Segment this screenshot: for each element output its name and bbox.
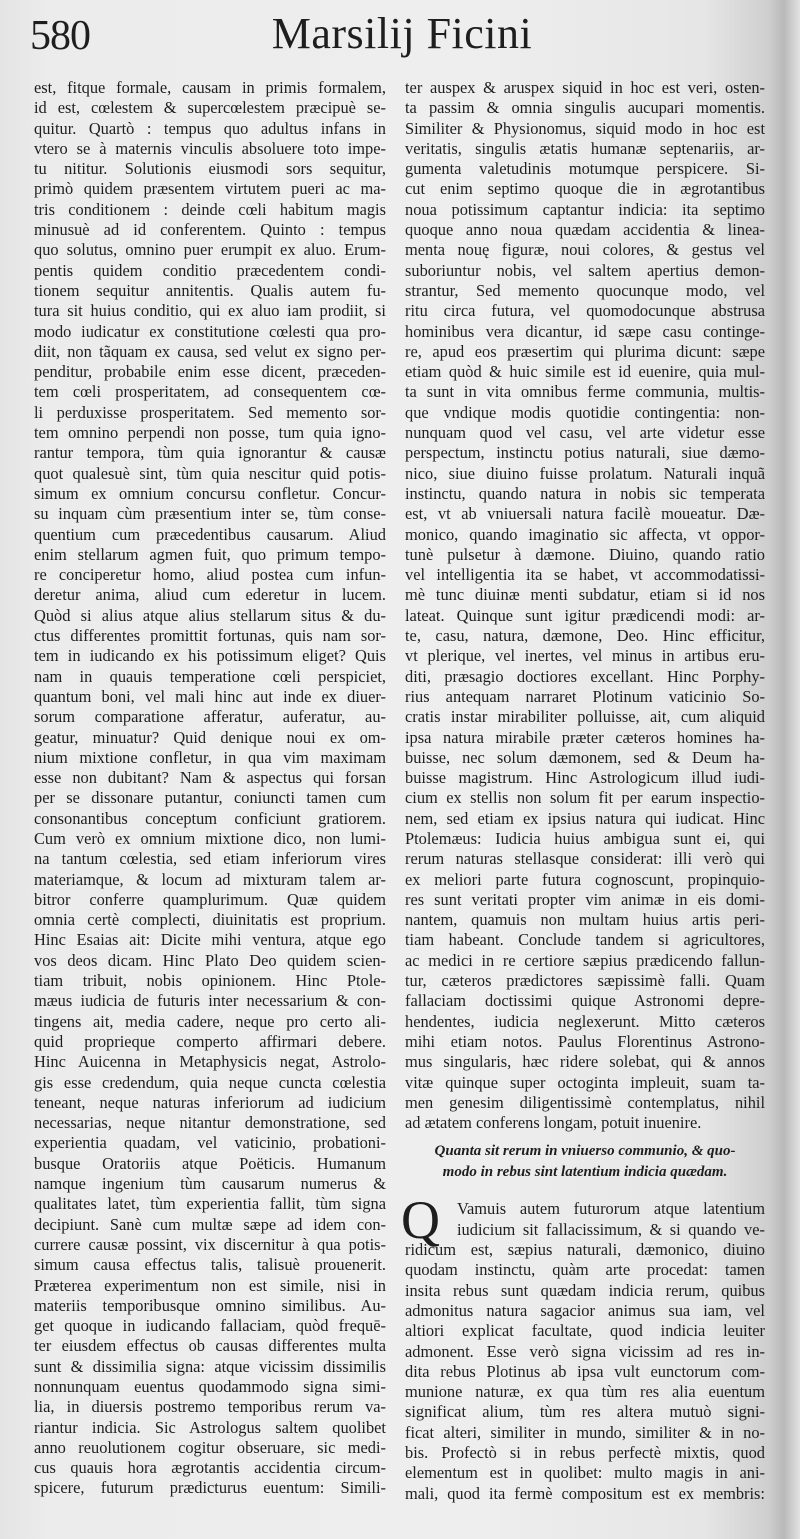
- right-column-text: [405, 78, 765, 1133]
- text-line: quo solutus, omnino puer erumpit ex aluo. Erum-: [34, 240, 386, 260]
- text-line: elementum est in quolibet: multo magis in ani-: [405, 1463, 765, 1483]
- text-line: quantum boni, vel mali hinc aut inde ex diuer-: [34, 686, 386, 706]
- text-line: anno reuolutionem cogitur obseruare, sic medi-: [34, 1437, 386, 1457]
- text-line: iudicium sit fallacissimum, & si quando ve-: [457, 1219, 765, 1239]
- text-line: currere causæ possint, vix discernitur à qua potis-: [34, 1234, 386, 1254]
- text-line: riantur indicia. Sic Astrologus saltem quolibet: [34, 1417, 386, 1437]
- text-line: quoque anno noua quædam accidentia & linea-: [405, 220, 765, 240]
- text-line: mus singularis, hæc ridere solebat, qui & annos: [405, 1052, 765, 1072]
- text-line: gumenta valetudinis motumque perspicere. Si-: [405, 159, 765, 179]
- text-line: suboriuntur nobis, vel saltem apertius demon-: [405, 260, 765, 280]
- text-line: significat alium, tùm res altera mutuò signi-: [405, 1402, 765, 1422]
- text-line: teneant, neque naturas inferiorum ad iudicium: [34, 1092, 386, 1112]
- text-line: nantem, quamuis non multam huius artis peri-: [405, 910, 765, 930]
- text-line: diit, non tãquam ex causa, sed velut ex signo per-: [34, 341, 386, 361]
- text-line: cut enim septimo quoque die in ægrotantibus: [405, 179, 765, 199]
- right-column: [401, 78, 765, 1504]
- text-line: mihi etiam notos. Paulus Florentinus Astrono-: [405, 1031, 765, 1051]
- text-line: ta sunt in vita omnibus ferme communia, multis-: [405, 382, 765, 402]
- text-line: est, vt ab vniuersali natura facilè moueatur. Dæ-: [405, 504, 765, 524]
- text-line: nium mixtione confletur, in qua vim maximam: [34, 747, 386, 767]
- text-line: simum ex omnium concursu confletur. Concur-: [34, 483, 386, 503]
- text-line: mè tunc diuinæ menti subdatur, etiam si id nos: [405, 585, 765, 605]
- text-line: buisse, nec solum dæmonem, sed & Deum ha-: [405, 747, 765, 767]
- text-line: Hinc Esaias ait: Dicite mihi ventura, atque ego: [34, 930, 386, 950]
- text-line: deretur anima, aliud cum ederetur in lucem.: [34, 585, 386, 605]
- text-line: etiam quòd & huic simile est id euenire, quia mul-: [405, 362, 765, 382]
- text-line: necessarias, neque nitantur demonstratione, sed: [34, 1113, 386, 1133]
- text-line: id est, cœlestem & supercœlestem præcipuè se-: [34, 98, 386, 118]
- text-line: tu nititur. Solutionis eiusmodi sors sequitur,: [34, 159, 386, 179]
- text-line: admonitus natura sagacior animus sua iam, vel: [405, 1300, 765, 1320]
- text-line: gis esse credendum, quia neque cuncta cœlestia: [34, 1072, 386, 1092]
- text-line: busque Oratoriis atque Poëticis. Humanum: [34, 1153, 386, 1173]
- text-line: simum causa effectus talis, talisuè prouenerit.: [34, 1255, 386, 1275]
- text-line: ritu circa futura, vel quomodocunque abstrusa: [405, 301, 765, 321]
- text-line: que vndique modis quotidie contingentia: non-: [405, 402, 765, 422]
- section-heading-line: modo in rebus sint latentium indicia quædam.: [442, 1164, 728, 1181]
- text-line: ctus differentes promittit fortunas, quis nam sor-: [34, 626, 386, 646]
- text-line: penditur, probabile enim esse dicent, præceden-: [34, 362, 386, 382]
- text-line: tiam habeant. Conclude tandem si agricultores,: [405, 930, 765, 950]
- text-line: mali, quod ita fermè compositum est ex membris:: [405, 1483, 765, 1503]
- text-line: tionem sequitur annitentis. Qualis autem fu-: [34, 280, 386, 300]
- text-line: materiis temporibusque omnino similibus. Au-: [34, 1295, 386, 1315]
- text-line: munione naturæ, ex qua tùm res alia euentum: [405, 1382, 765, 1402]
- text-line: na tantum cœlestia, sed etiam inferiorum vires: [34, 849, 386, 869]
- text-line: tiam tribuit, nobis opinionem. Hinc Ptole-: [34, 971, 386, 991]
- text-line: te, casu, natura, dæmone, Deo. Hinc efficitur,: [405, 626, 765, 646]
- text-line: strantur, Sed memento quocunque modo, vel: [405, 280, 765, 300]
- text-line: tem in iudicando ex his potissimum eliget? Quis: [34, 646, 386, 666]
- text-line: nam in quauis temperatione cœli perspiciet,: [34, 666, 386, 686]
- text-line: diti, præsagio doctiores excellant. Hinc Porphy-: [405, 666, 765, 686]
- text-line: vt plerique, vel inertes, vel minus in artibus eru-: [405, 646, 765, 666]
- running-title-text: Marsilij Ficini: [271, 9, 533, 58]
- text-line: tris conditionem : deinde cœli habitum magis: [34, 199, 386, 219]
- drop-cap: Q: [401, 1190, 440, 1251]
- text-line: lia, in diuersis postremo temporibus rerum va-: [34, 1397, 386, 1417]
- text-line: altiori explicat facultate, quod indicia leuiter: [405, 1321, 765, 1341]
- text-line: cium ex stellis non solum fit per earum inspectio-: [405, 788, 765, 808]
- text-line: ex meliori parte futura cognoscunt, propinquio-: [405, 869, 765, 889]
- text-line: hendentes, iudicia neglexerunt. Mitto cæteros: [405, 1011, 765, 1031]
- text-line: quid proprieque comperto affirmari debere.: [34, 1031, 386, 1051]
- text-line: vos deos dicam. Hinc Plato Deo quidem scien-: [34, 950, 386, 970]
- text-line: men genesim diligentissimè contemplatus, nihil: [405, 1092, 765, 1112]
- text-line: tunè pulsetur à dæmone. Diuino, quando ratio: [405, 544, 765, 564]
- text-line: ficat alteri, similiter in mundo, similiter & in no-: [405, 1422, 765, 1442]
- text-line: li perduxisse prosperitatem. Sed memento sor-: [34, 402, 386, 422]
- text-line: Cum verò ex omnium mixtione dico, non lumi-: [34, 828, 386, 848]
- text-line: re conciperetur homo, aliud postea cum infun-: [34, 565, 386, 585]
- text-line: vtero se à maternis vinculis absoluere toto impe-: [34, 138, 386, 158]
- text-line: ad ætatem conferens longam, potuit inuenire.: [405, 1113, 702, 1133]
- text-line: omnia certè complecti, diuinitatis est proprium.: [34, 910, 386, 930]
- text-line: instinctu, quando natura in nobis sic temperata: [405, 483, 765, 503]
- text-line: perspectum, instinctu potius naturali, siue dæmo-: [405, 443, 765, 463]
- text-line: Similiter & Physionomus, siquid modo in hoc est: [405, 118, 765, 138]
- text-line: admonent. Esse verò signa vicissim ad res in-: [405, 1341, 765, 1361]
- text-line: fallaciam doctissimi quique Astronomi depre-: [405, 991, 765, 1011]
- text-line: res sunt veritati propter vim animæ in eis domi-: [405, 889, 765, 909]
- section-heading-line: Quanta sit rerum in vniuerso communio, & quo-: [434, 1143, 736, 1160]
- text-line: tura sit huius conditio, qui ex aluo iam prodiit, si: [34, 301, 386, 321]
- text-line: ridicum est, sæpius naturali, dæmonico, diuino: [405, 1240, 765, 1260]
- text-line: Quòd si alius atque alius stellarum situs & du-: [34, 605, 386, 625]
- text-line: cus quauis hora ægrotantis accidentia circum-: [34, 1458, 386, 1478]
- text-line: esse non dubitant? Nam & aspectus qui forsan: [34, 768, 386, 788]
- text-line: rerum naturas stellasque considerat: illi verò qui: [405, 849, 765, 869]
- section-paragraph: [401, 1190, 765, 1503]
- text-line: lateat. Quinque sunt igitur prædicendi modi: ar-: [405, 605, 765, 625]
- text-line: per se dissonare putantur, coniuncti tamen cum: [34, 788, 386, 808]
- text-line: tem omnino perpendi non posse, tum quia igno-: [34, 423, 386, 443]
- text-line: tem cœli prosperitatem, ad consequentem cœ-: [34, 382, 386, 402]
- text-line: rantur tempora, tùm quia ignorantur & causæ: [34, 443, 386, 463]
- text-line: bitror conferre quamplurimum. Quæ quidem: [34, 889, 386, 909]
- text-line: menta nouę figuræ, noui colores, & gestus vel: [405, 240, 765, 260]
- text-line: vel intelligentia ita se habet, vt accommodatissi-: [405, 565, 765, 585]
- page-number: 580: [30, 13, 90, 59]
- text-line: quentium cum præcedentibus causarum. Aliud: [34, 524, 386, 544]
- text-line: monico, quando imaginatio sic affecta, vt oppor-: [405, 524, 765, 544]
- text-line: experientia quadam, vel vaticinio, probationi-: [34, 1133, 386, 1153]
- text-line: ter auspex & aruspex siquid in hoc est veri, osten-: [405, 78, 765, 97]
- text-line: dita rebus Plotinus ab ipsa vult eunctorum com-: [405, 1361, 765, 1381]
- text-line: enim stellarum agmen fuit, quo primum tempo-: [34, 544, 386, 564]
- text-line: bis. Profectò si in rebus perfectè mixtis, quod: [405, 1443, 765, 1462]
- running-title: [0, 8, 800, 59]
- text-line: ter eiusdem effectus ob causas differentes multa: [34, 1336, 386, 1356]
- text-line: pentis quidem conditio præcedentem condi-: [34, 260, 386, 280]
- text-line: veritatis, singulis ætatis humanæ septenariis, ar-: [405, 138, 765, 158]
- text-line: ta passim & omnia singulis aucupari momentis.: [405, 98, 765, 118]
- text-line: noua potissimum captantur indicia: ita septimo: [405, 199, 765, 219]
- text-line: Præterea experimentum non est simile, nisi in: [34, 1275, 386, 1295]
- text-line: buisse magistrum. Hinc Astrologicum illud iudi-: [405, 768, 765, 788]
- text-line: geatur, minuatur? Quid denique noui ex om-: [34, 727, 386, 747]
- text-line: nunquam quod vel casu, vel arte videtur esse: [405, 423, 765, 443]
- text-line: nem, sed etiam ex ipsius natura qui iudicat. Hinc: [405, 808, 765, 828]
- text-line: decipiunt. Sanè cum multæ sæpe ad idem con-: [34, 1214, 386, 1234]
- text-line: materiamque, & locum ad mixturam talem ar-: [34, 869, 386, 889]
- text-line: cratis instar mirabiliter polluisse, ait, cum aliquid: [405, 707, 765, 727]
- text-line: Ptolemæus: Iudicia huius ambigua sunt ei, qui: [405, 828, 765, 848]
- text-line: tingens ait, media cadere, neque pro certo ali-: [34, 1011, 386, 1031]
- text-line: quitur. Quartò : tempus quo adultus infans in: [34, 118, 386, 138]
- left-column: [34, 78, 386, 1499]
- text-line: su inquam cùm præsentium inter se, tùm conse-: [34, 504, 386, 524]
- text-line: quodam instinctu, quàm arte procedat: tamen: [405, 1260, 765, 1280]
- text-line: quot qualesuè sint, tùm quia nescitur quid potis-: [34, 463, 386, 483]
- text-line: nico, siue diuino fuisse prolatum. Naturali inquã: [405, 463, 765, 483]
- text-line: hominibus vera dicantur, id sæpe casu continge-: [405, 321, 765, 341]
- text-line: ac medici in re certiore sæpius prædicendo fallun-: [405, 950, 765, 970]
- text-line: sunt & dissimilia signa: atque vicissim dissimilis: [34, 1356, 386, 1376]
- text-line: namque ingenium tùm causarum numerus &: [34, 1174, 386, 1194]
- text-line: ipsa natura mirabile præter cæteros homines ha-: [405, 727, 765, 747]
- text-line: get quoque in iudicando fallaciam, quòd frequē-: [34, 1316, 386, 1336]
- text-line: consonantibus conceptum conficiunt gratiorem.: [34, 808, 386, 828]
- text-line: re, apud eos præsertim qui plurima dicunt: sæpe: [405, 341, 765, 361]
- text-line: spicere, futurum prædicturus euentum: Simili-: [34, 1478, 386, 1498]
- text-line: est, fitque formale, causam in primis formalem,: [34, 78, 386, 97]
- text-line: rius antequam narraret Plotinum vaticinio So-: [405, 686, 765, 706]
- text-line: primò quidem præsentem virtutem pueri ac ma-: [34, 179, 386, 199]
- text-line: modo iudicatur ex constitutione cœlesti qua pro-: [34, 321, 386, 341]
- text-line: Vamuis autem futurorum atque latentium: [457, 1199, 765, 1219]
- text-line: qualitates latet, tùm experientia fallit, tùm signa: [34, 1194, 386, 1214]
- text-line: minusuè ad id conferentem. Quinto : tempus: [34, 220, 386, 240]
- text-line: sorum comparatione afferatur, auferatur, au-: [34, 707, 386, 727]
- text-line: vitæ quinque super octoginta impleuit, suam ta-: [405, 1072, 765, 1092]
- text-line: mæus iudicia de futuris inter necessarium & con-: [34, 991, 386, 1011]
- text-line: tur, cæteros prædictores sæpissimè falli. Quam: [405, 971, 765, 991]
- text-line: insita rebus sunt quædam indicia rerum, quibus: [405, 1280, 765, 1300]
- text-line: nonnunquam euentus quodammodo signa simi-: [34, 1377, 386, 1396]
- text-line: Hinc Auicenna in Metaphysicis negat, Astrolo-: [34, 1052, 386, 1072]
